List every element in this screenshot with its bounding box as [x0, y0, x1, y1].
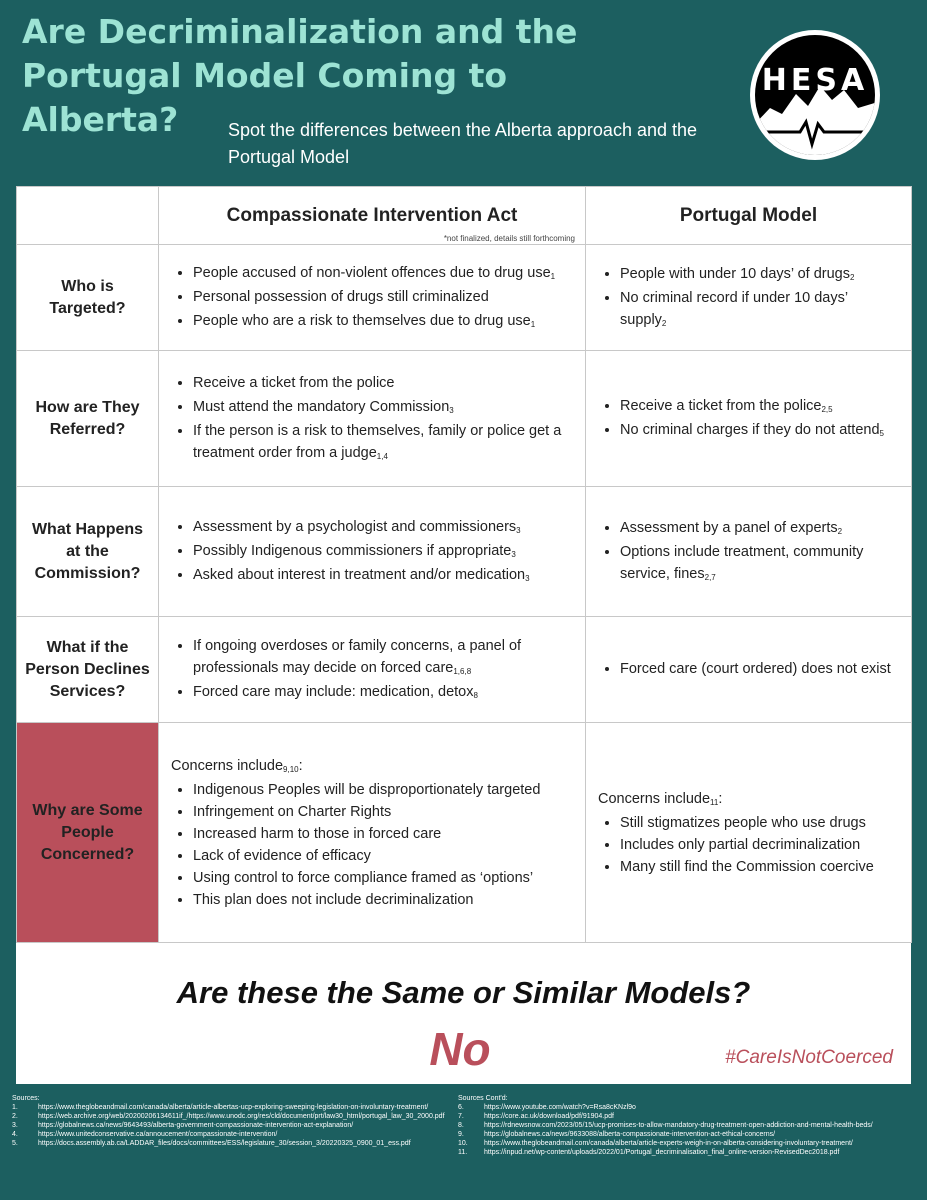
list-item [193, 420, 571, 466]
item-text: Using control to force compliance framed as ‘options’ [193, 869, 534, 886]
bullet-list [586, 263, 911, 333]
list-item [620, 287, 897, 333]
bullet-list [159, 635, 585, 705]
citation: 1,4 [376, 451, 388, 461]
col-header-label: Compassionate Intervention Act [226, 204, 518, 226]
source-number: 10. [458, 1140, 468, 1147]
source-url: https://inpud.net/wp-content/uploads/2022/01/Portugal_decriminalisation_final_online-version-RevisedDec2018.pdf [484, 1149, 840, 1156]
item-text: Personal possession of drugs still criminalized [193, 288, 489, 305]
col-header-label: Portugal Model [679, 204, 818, 226]
comparison-table [16, 186, 912, 943]
item-text: Receive a ticket from the police [620, 397, 822, 414]
citation: 3 [525, 573, 530, 583]
source-number: 1. [12, 1104, 18, 1111]
citation: 11 [710, 797, 719, 807]
source-item [458, 1139, 873, 1148]
item-text: Includes only partial decriminalization [620, 836, 861, 853]
source-number: 4. [12, 1131, 18, 1138]
bullet-list [586, 658, 911, 682]
list-item [620, 517, 897, 541]
hesa-logo [748, 28, 882, 162]
bullet-list [159, 262, 585, 334]
list-item [193, 396, 571, 420]
cia-cell [159, 487, 586, 617]
source-item [12, 1121, 445, 1130]
cia-cell [159, 617, 586, 723]
list-item [193, 845, 571, 867]
source-item [458, 1130, 873, 1139]
item-text: Many still find the Commission coercive [620, 858, 874, 875]
not-finalized-note: *not finalized, details still forthcoming [443, 234, 575, 243]
item-text: People who are a risk to themselves due to drug use [193, 312, 531, 329]
source-number: 6. [458, 1104, 464, 1111]
logo-text: HESA [761, 63, 869, 98]
citation: 2 [837, 526, 843, 536]
list-item [193, 889, 571, 911]
intro-text: Concerns include [171, 757, 284, 774]
cia-cell [159, 245, 586, 351]
item-text: Lack of evidence of efficacy [193, 847, 371, 864]
source-number: 8. [458, 1122, 464, 1129]
citation: 9,10 [283, 764, 299, 774]
item-text: Still stigmatizes people who use drugs [620, 814, 866, 831]
bullet-list [159, 372, 585, 466]
table-row [17, 351, 912, 487]
title-line: Portugal Model Coming to [22, 56, 508, 95]
hashtag: #CareIsNotCoerced [725, 1047, 893, 1068]
item-text: Increased harm to those in forced care [193, 825, 442, 842]
table-row [17, 245, 912, 351]
source-number: 9. [458, 1131, 464, 1138]
citation: 1 [550, 271, 556, 281]
source-url: https://core.ac.uk/download/pdf/91904.pdf [484, 1113, 614, 1120]
source-item [458, 1103, 873, 1112]
sources-list [12, 1094, 445, 1148]
table-row-concerns [17, 723, 912, 943]
list-item [620, 395, 897, 419]
bullet-list [159, 516, 585, 588]
item-text: Asked about interest in treatment and/or medication [193, 566, 526, 583]
row-label-line: Person Declines [25, 660, 150, 678]
citation: 1 [530, 319, 536, 329]
table-row [17, 617, 912, 723]
row-label-line: Services? [49, 682, 126, 700]
row-label-line: Why are Some [32, 801, 143, 819]
portugal-cell [586, 351, 912, 487]
row-label-line: at the [66, 542, 109, 560]
page-subtitle [228, 117, 728, 171]
row-label [17, 617, 159, 723]
row-label-line: Referred? [49, 420, 126, 438]
item-text: Infringement on Charter Rights [193, 803, 392, 820]
list-item [193, 681, 571, 705]
portugal-cell [586, 617, 912, 723]
intro-colon: : [718, 790, 723, 807]
item-text: Assessment by a panel of experts [620, 519, 838, 536]
item-text: Options include treatment, community service, fines [620, 543, 864, 582]
item-text: Forced care (court ordered) does not exist [620, 660, 891, 677]
list-item [193, 564, 571, 588]
row-label-line: People [61, 823, 114, 841]
list-item [193, 540, 571, 564]
col-header-portugal [586, 187, 912, 245]
row-label-line: Targeted? [49, 299, 126, 317]
sources-heading: Sources Cont'd: [458, 1095, 508, 1102]
citation: 3 [516, 525, 521, 535]
list-item [193, 310, 571, 334]
header-row [17, 187, 912, 245]
intro-colon: : [298, 757, 303, 774]
source-item [458, 1121, 873, 1130]
list-item [620, 834, 897, 856]
item-text: Must attend the mandatory Commission [193, 398, 450, 415]
row-label-line: What if the [46, 638, 129, 656]
source-url: https://globalnews.ca/news/9643493/alberta-government-compassionate-intervention-act-explanation/ [38, 1122, 354, 1129]
list-item [193, 867, 571, 889]
list-item [620, 263, 897, 287]
citation: 5 [879, 428, 884, 438]
item-text: Forced care may include: medication, detox [193, 683, 474, 700]
col-header-cia [159, 187, 586, 245]
source-url: https://rdnewsnow.com/2023/05/15/ucp-promises-to-allow-mandatory-drug-treatment-open-addiction-and-mental-health-beds/ [484, 1122, 873, 1129]
source-number: 3. [12, 1122, 18, 1129]
citation: 8 [473, 690, 478, 700]
row-label [17, 245, 159, 351]
corner-cell [17, 187, 159, 245]
citation: 3 [511, 549, 516, 559]
subtitle-line: Portugal Model [228, 147, 350, 167]
citation: 1,6,8 [453, 666, 472, 676]
source-item [458, 1112, 873, 1121]
source-url: https://web.archive.org/web/20200206134611if_/https://www.unodc.org/res/cld/document/prt/law30_html/portugal_law_30_2000.pdf [38, 1113, 445, 1120]
source-item [12, 1130, 445, 1139]
list-item [620, 541, 897, 587]
item-text: Receive a ticket from the police [193, 374, 395, 391]
portugal-cell [586, 723, 912, 943]
bullet-list [586, 395, 911, 443]
cia-cell [159, 723, 586, 943]
item-text: Possibly Indigenous commissioners if appropriate [193, 542, 512, 559]
subtitle-line: Spot the differences between the Alberta approach and the [228, 120, 698, 140]
list-item [620, 658, 897, 682]
citation: 3 [449, 405, 454, 415]
item-text: No criminal charges if they do not attend [620, 421, 880, 438]
list-item [193, 823, 571, 845]
closing-question: Are these the Same or Similar Models? [176, 975, 751, 1010]
list-item [193, 372, 571, 396]
list-item [193, 262, 571, 286]
row-label-highlighted [17, 723, 159, 943]
list-item [620, 856, 897, 878]
item-text: If the person is a risk to themselves, family or police get a treatment order from a judge [193, 422, 562, 461]
cia-cell [159, 351, 586, 487]
row-label [17, 487, 159, 617]
concerns-intro [159, 755, 585, 779]
list-item [620, 419, 897, 443]
citation: 2 [661, 318, 667, 328]
source-number: 11. [458, 1149, 468, 1156]
item-text: People accused of non-violent offences due to drug use [193, 264, 551, 281]
citation: 2,5 [821, 404, 833, 414]
source-item [12, 1112, 445, 1121]
source-url: https://docs.assembly.ab.ca/LADDAR_files/docs/committees/ESS/legislature_30/session_3/20220325_0900_01_ess.pdf [38, 1140, 411, 1147]
source-item [458, 1148, 873, 1157]
source-url: https://www.youtube.com/watch?v=Rsa8cKNzl9o [484, 1104, 636, 1111]
row-label-line: Who is [61, 277, 114, 295]
source-number: 5. [12, 1140, 18, 1147]
row-label-line: How are They [35, 398, 140, 416]
list-item [193, 801, 571, 823]
list-item [193, 516, 571, 540]
bullet-list [586, 812, 911, 878]
source-item [12, 1139, 445, 1148]
list-item [620, 812, 897, 834]
citation: 2,7 [704, 572, 716, 582]
sources-heading: Sources: [12, 1095, 40, 1102]
row-label-line: What Happens [31, 520, 144, 538]
source-url: https://www.unitedconservative.ca/annoucement/compassionate-intervention/ [38, 1131, 278, 1138]
source-item [12, 1103, 445, 1112]
item-text: This plan does not include decriminalization [193, 891, 474, 908]
portugal-cell [586, 487, 912, 617]
row-label [17, 351, 159, 487]
item-text: Assessment by a psychologist and commissioners [193, 518, 517, 535]
bullet-list [159, 779, 585, 911]
title-line: Are Decriminalization and the [22, 12, 578, 51]
item-text: People with under 10 days’ of drugs [620, 265, 850, 282]
list-item [193, 635, 571, 681]
list-item [193, 286, 571, 310]
source-url: https://www.theglobeandmail.com/canada/alberta/article-experts-weigh-in-on-alberta-considering-involuntary-treatment/ [484, 1140, 853, 1147]
source-number: 7. [458, 1113, 464, 1120]
title-line: Alberta? [22, 100, 179, 139]
source-number: 2. [12, 1113, 18, 1120]
portugal-cell [586, 245, 912, 351]
citation: 2 [850, 272, 855, 282]
concerns-intro [586, 788, 911, 812]
table-row [17, 487, 912, 617]
item-text: Indigenous Peoples will be disproportionately targeted [193, 781, 541, 798]
closing-answer: No [429, 1023, 491, 1075]
sources-list-contd [458, 1094, 873, 1157]
item-text: No criminal record if under 10 days’ supply [620, 289, 848, 328]
item-text: If ongoing overdoses or family concerns, a panel of professionals may decide on forced care [193, 637, 522, 676]
list-item [193, 779, 571, 801]
source-url: https://globalnews.ca/news/9633088/alberta-compassionate-intervention-act-ethical-concerns/ [484, 1131, 776, 1138]
row-label-line: Concerned? [40, 845, 135, 863]
bullet-list [586, 517, 911, 587]
row-label-line: Commission? [34, 564, 141, 582]
intro-text: Concerns include [598, 790, 711, 807]
source-url: https://www.theglobeandmail.com/canada/alberta/article-albertas-ucp-exploring-sweeping-legislation-on-involuntary-treatment/ [38, 1104, 429, 1111]
